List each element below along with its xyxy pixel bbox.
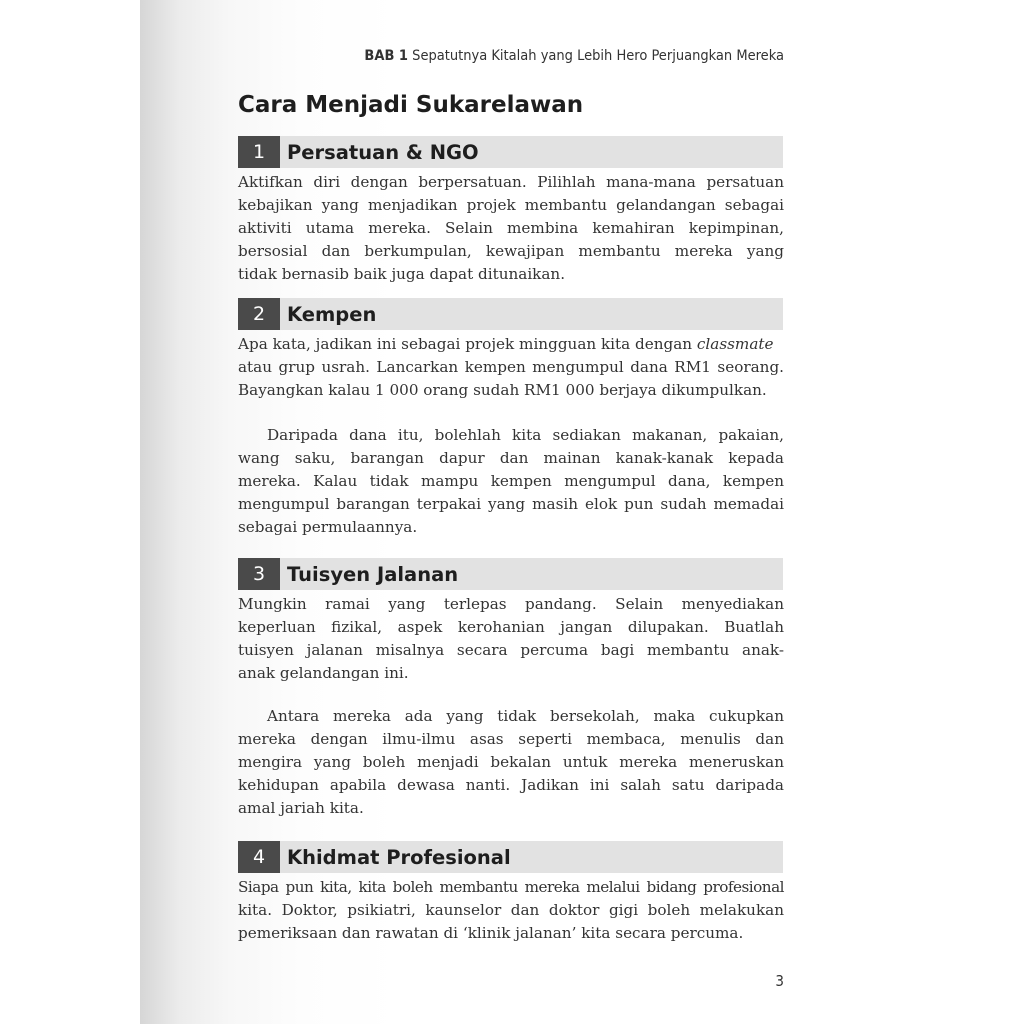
paragraph-tuisyen-2 xyxy=(238,705,784,820)
section-heading-2 xyxy=(238,298,783,330)
section-heading-1 xyxy=(238,136,783,168)
text-line: mengumpul barangan terpakai yang masih elok pun sudah memadai xyxy=(238,495,784,513)
section-title-1: Persatuan & NGO xyxy=(287,140,479,164)
text-line: sebagai permulaannya. xyxy=(238,518,418,536)
text-line: mereka dengan ilmu-ilmu asas seperti membaca, menulis dan xyxy=(238,730,784,748)
text-line: anak gelandangan ini. xyxy=(238,664,409,682)
text-line: Bayangkan kalau 1 000 orang sudah RM1 000 berjaya dikumpulkan. xyxy=(238,381,767,399)
text-line: Antara mereka ada yang tidak bersekolah, maka cukupkan xyxy=(267,707,784,725)
section-heading-3 xyxy=(238,558,783,590)
section-title-3: Tuisyen Jalanan xyxy=(287,562,459,586)
text-line: Daripada dana itu, bolehlah kita sediakan makanan, pakaian, xyxy=(267,426,784,444)
section-title-4: Khidmat Profesional xyxy=(287,845,511,869)
text-line: kebajikan yang menjadikan projek membantu gelandangan sebagai xyxy=(238,196,784,214)
text-line: Mungkin ramai yang terlepas pandang. Selain menyediakan xyxy=(238,595,784,613)
section-heading-4 xyxy=(238,841,783,873)
text-line: aktiviti utama mereka. Selain membina kemahiran kepimpinan, xyxy=(238,219,784,237)
page-title: Cara Menjadi Sukarelawan xyxy=(238,92,584,118)
text-line: bersosial dan berkumpulan, kewajipan membantu mereka yang xyxy=(238,242,784,260)
text-segment: Apa kata, jadikan ini sebagai projek mingguan kita dengan xyxy=(238,335,697,353)
text-line: tuisyen jalanan misalnya secara percuma bagi membantu anak- xyxy=(238,641,784,659)
paragraph-persatuan xyxy=(238,171,784,286)
section-number-2: 2 xyxy=(238,298,280,330)
text-line: atau grup usrah. Lancarkan kempen mengumpul dana RM1 seorang. xyxy=(238,358,784,376)
text-line: mengira yang boleh menjadi bekalan untuk mereka meneruskan xyxy=(238,753,784,771)
text-line: tidak bernasib baik juga dapat ditunaikan. xyxy=(238,265,566,283)
text-line: Aktifkan diri dengan berpersatuan. Pilihlah mana-mana persatuan xyxy=(238,173,784,191)
paragraph-khidmat xyxy=(238,876,784,945)
text-line: wang saku, barangan dapur dan mainan kanak-kanak kepada xyxy=(238,449,784,467)
section-number-3: 3 xyxy=(238,558,280,590)
text-line: kehidupan apabila dewasa nanti. Jadikan ini salah satu daripada xyxy=(238,776,784,794)
running-head-chapter: BAB 1 xyxy=(364,48,409,64)
text-line: Siapa pun kita, kita boleh membantu mereka melalui bidang profesional xyxy=(238,878,784,896)
italic-word: classmate xyxy=(696,335,774,353)
section-number-1: 1 xyxy=(238,136,280,168)
running-head xyxy=(364,48,784,64)
text-line xyxy=(238,333,784,356)
page-number: 3 xyxy=(775,972,784,990)
paragraph-kempen-1 xyxy=(238,333,784,402)
running-head-title: Sepatutnya Kitalah yang Lebih Hero Perjuangkan Mereka xyxy=(412,48,784,64)
text-line: pemeriksaan dan rawatan di ‘klinik jalanan’ kita secara percuma. xyxy=(238,924,744,942)
paragraph-kempen-2 xyxy=(238,424,784,539)
text-line: amal jariah kita. xyxy=(238,799,364,817)
section-title-2: Kempen xyxy=(287,302,377,326)
paragraph-tuisyen-1 xyxy=(238,593,784,685)
text-line: kita. Doktor, psikiatri, kaunselor dan doktor gigi boleh melakukan xyxy=(238,901,784,919)
text-line: mereka. Kalau tidak mampu kempen mengumpul dana, kempen xyxy=(238,472,784,490)
text-line: keperluan fizikal, aspek kerohanian jangan dilupakan. Buatlah xyxy=(238,618,784,636)
section-number-4: 4 xyxy=(238,841,280,873)
